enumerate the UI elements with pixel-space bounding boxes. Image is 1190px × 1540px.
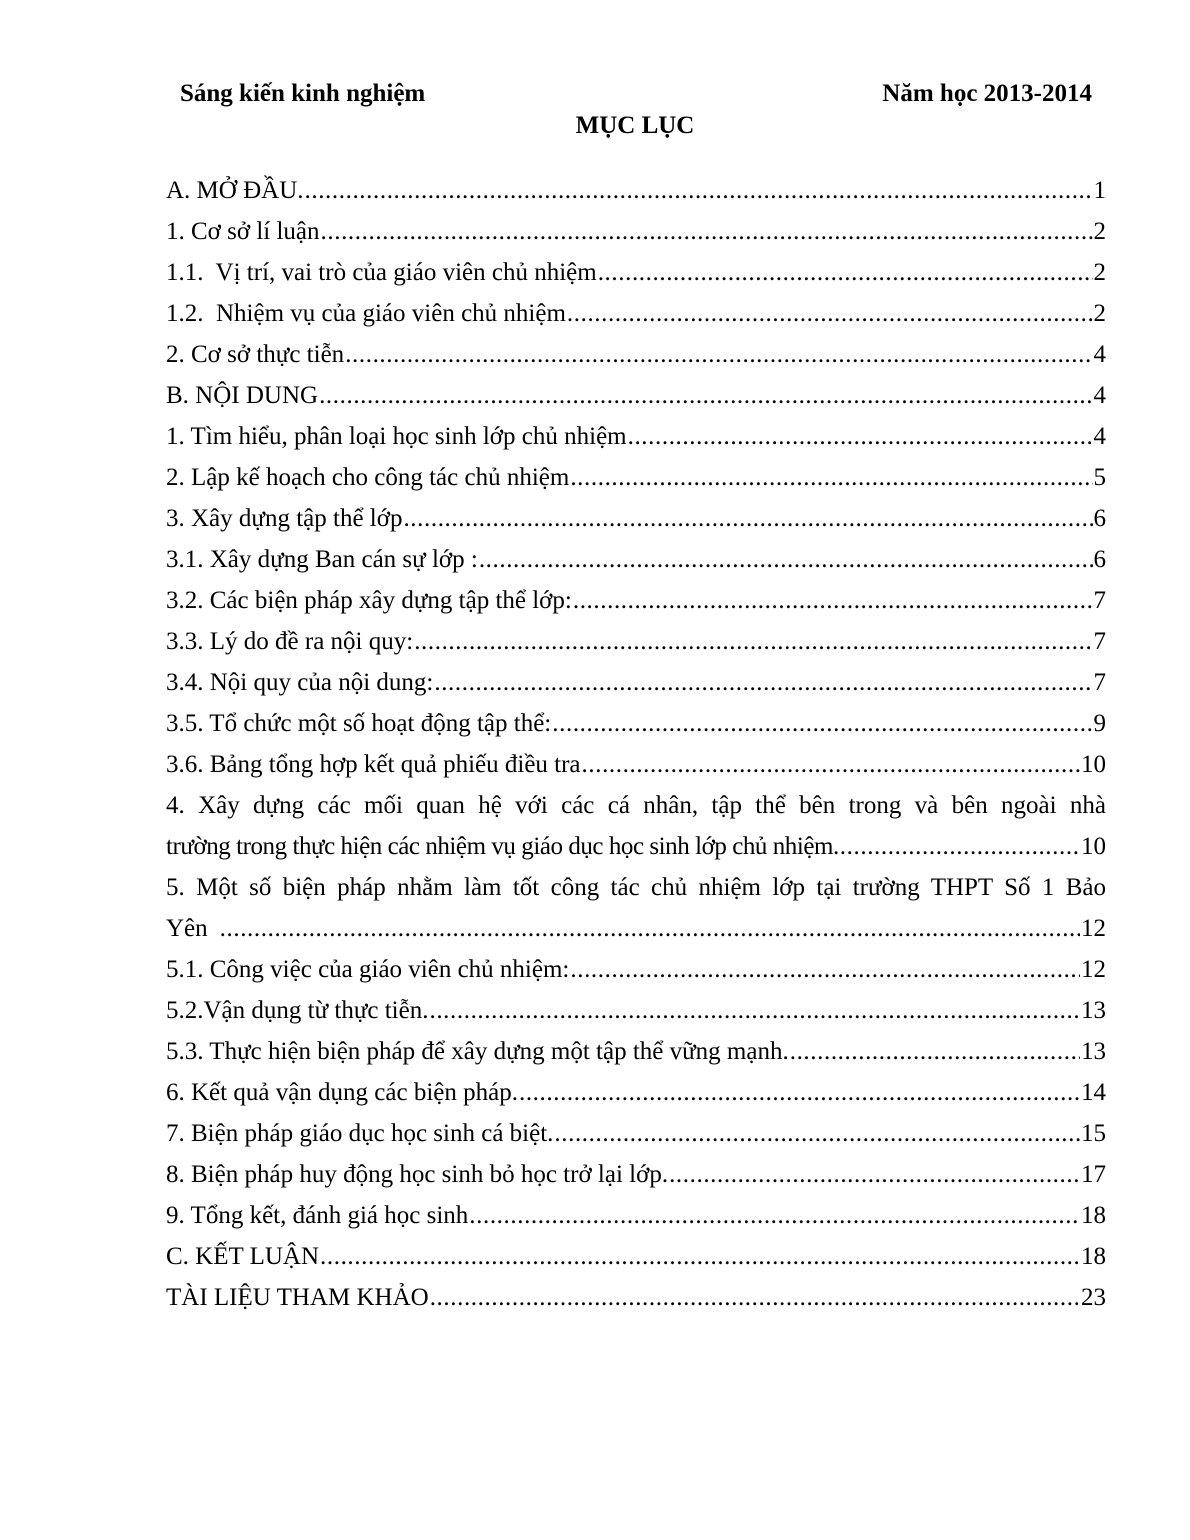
toc-entry-page: 18 (1081, 1202, 1106, 1229)
toc-entry-page: 7 (1093, 628, 1106, 655)
toc-entry-label: B. NỘI DUNG (166, 382, 319, 409)
toc-entry[interactable] (166, 703, 1106, 744)
toc-entry-page: 12 (1081, 956, 1106, 983)
toc-entry-label: 1.1. Vị trí, vai trò của giáo viên chủ nhiệm (166, 259, 597, 286)
toc-entry-label: C. KẾT LUẬN (166, 1243, 320, 1270)
toc-leader-dots (582, 744, 1080, 785)
toc-entry-label: TÀI LIỆU THAM KHẢO (166, 1284, 429, 1311)
toc-entry[interactable] (166, 252, 1106, 293)
toc-leader-dots (345, 334, 1092, 375)
toc-leader-dots (554, 1113, 1080, 1154)
toc-entry-page: 10 (1081, 751, 1106, 778)
toc-entry-page: 18 (1081, 1243, 1106, 1270)
toc-leader-dots (567, 293, 1093, 334)
toc-entry-label: 3.2. Các biện pháp xây dựng tập thể lớp: (166, 587, 572, 614)
toc-entry[interactable] (166, 621, 1106, 662)
toc-entry-page: 2 (1093, 218, 1106, 245)
toc-entry-page: 23 (1081, 1284, 1106, 1311)
toc-entry-label: 6. Kết quả vận dụng các biện pháp. (166, 1079, 518, 1106)
toc-leader-dots (403, 498, 1092, 539)
toc-leader-dots (479, 539, 1093, 580)
toc-entry-label: 1. Tìm hiểu, phân loại học sinh lớp chủ nhiệm (166, 423, 627, 450)
toc-entry-multiline[interactable] (166, 785, 1106, 867)
toc-entry-line2 (166, 826, 1106, 867)
toc-entry[interactable] (166, 498, 1106, 539)
toc-entry-label: 8. Biện pháp huy động học sinh bỏ học trở lại lớp. (166, 1161, 669, 1188)
toc-entry[interactable] (166, 1072, 1106, 1113)
toc-entry-page: 5 (1093, 464, 1106, 491)
toc-leader-dots (573, 580, 1093, 621)
toc-entry-label: 3. Xây dựng tập thể lớp (166, 505, 403, 532)
toc-entry[interactable] (166, 1154, 1106, 1195)
toc-leader-dots (552, 703, 1092, 744)
toc-entry-page: 9 (1093, 710, 1106, 737)
toc-entry[interactable] (166, 1236, 1106, 1277)
toc-leader-dots (628, 416, 1093, 457)
toc-entry-page: 6 (1093, 505, 1106, 532)
toc-entry[interactable] (166, 293, 1106, 334)
toc-entry-page: 12 (1081, 915, 1106, 942)
toc-entry-label: 5.1. Công việc của giáo viên chủ nhiệm: (166, 956, 570, 983)
toc-entry-page: 1 (1093, 177, 1106, 204)
toc-entry-page: 4 (1093, 382, 1106, 409)
toc-entry-page: 15 (1081, 1120, 1106, 1147)
toc-entry-label: A. MỞ ĐẦU. (166, 177, 304, 204)
toc-entry-page: 10 (1081, 833, 1106, 860)
toc-entry-page: 2 (1093, 259, 1106, 286)
toc-entry[interactable] (166, 170, 1106, 211)
page-header (180, 80, 1092, 112)
toc-leader-dots (519, 1072, 1080, 1113)
table-of-contents (166, 170, 1106, 1318)
toc-entry-label: 1.2. Nhiệm vụ của giáo viên chủ nhiệm (166, 300, 566, 327)
toc-entry-page: 13 (1081, 997, 1106, 1024)
toc-entry[interactable] (166, 744, 1106, 785)
toc-entry-label: 5.3. Thực hiện biện pháp để xây dựng một tập thể vững mạnh. (166, 1038, 789, 1065)
toc-entry-page: 7 (1093, 587, 1106, 614)
toc-entry[interactable] (166, 416, 1106, 457)
toc-entry-label: 2. Cơ sở thực tiễn (166, 341, 345, 368)
toc-entry-page: 4 (1093, 341, 1106, 368)
toc-entry-label: 1. Cơ sở lí luận (166, 218, 320, 245)
page-title: MỤC LỤC (575, 112, 695, 139)
toc-entry[interactable] (166, 457, 1106, 498)
toc-entry-line2 (166, 908, 1106, 949)
toc-entry-label: 2. Lập kế hoạch cho công tác chủ nhiệm (166, 464, 570, 491)
header-document-type: Sáng kiến kinh nghiệm (180, 80, 426, 107)
toc-entry-multiline[interactable] (166, 867, 1106, 949)
toc-entry-label: 5.2.Vận dụng từ thực tiễn. (166, 997, 429, 1024)
toc-entry-label-line2: trường trong thực hiện các nhiệm vụ giáo dục học sinh lớp chủ nhiệm. (166, 833, 839, 860)
toc-leader-dots (220, 908, 1080, 949)
toc-entry[interactable] (166, 662, 1106, 703)
toc-entry-label: 9. Tổng kết, đánh giá học sinh (166, 1202, 469, 1229)
toc-entry-page: 13 (1081, 1038, 1106, 1065)
toc-entry-label: 7. Biện pháp giáo dục học sinh cá biệt. (166, 1120, 554, 1147)
toc-leader-dots (598, 252, 1093, 293)
toc-leader-dots (430, 1277, 1080, 1318)
toc-leader-dots (790, 1031, 1080, 1072)
toc-leader-dots (321, 211, 1093, 252)
toc-leader-dots (570, 949, 1080, 990)
toc-leader-dots (840, 826, 1080, 867)
toc-leader-dots (669, 1154, 1080, 1195)
toc-leader-dots (469, 1195, 1080, 1236)
toc-entry-label: 3.3. Lý do đề ra nội quy: (166, 628, 414, 655)
toc-entry-label: 3.6. Bảng tổng hợp kết quả phiếu điều tra (166, 751, 581, 778)
toc-entry-page: 6 (1093, 546, 1106, 573)
toc-leader-dots (570, 457, 1092, 498)
toc-leader-dots (434, 662, 1092, 703)
toc-entry-page: 14 (1081, 1079, 1106, 1106)
toc-entry[interactable] (166, 1031, 1106, 1072)
toc-entry-page: 17 (1081, 1161, 1106, 1188)
toc-entry[interactable] (166, 1113, 1106, 1154)
toc-entry[interactable] (166, 334, 1106, 375)
toc-entry-label: 3.1. Xây dựng Ban cán sự lớp : (166, 546, 478, 573)
toc-entry[interactable] (166, 949, 1106, 990)
toc-entry-page: 7 (1093, 669, 1106, 696)
header-school-year: Năm học 2013-2014 (882, 80, 1092, 107)
toc-entry-label-line2: Yên (166, 915, 208, 942)
toc-leader-dots (320, 1236, 1080, 1277)
toc-entry[interactable] (166, 990, 1106, 1031)
toc-entry[interactable] (166, 1195, 1106, 1236)
toc-leader-dots (414, 621, 1092, 662)
toc-entry[interactable] (166, 1277, 1106, 1318)
toc-entry-label: 3.5. Tổ chức một số hoạt động tập thể: (166, 710, 552, 737)
toc-entry-label: 3.4. Nội quy của nội dung: (166, 669, 434, 696)
toc-leader-dots (319, 375, 1092, 416)
toc-entry-label-line1: 5. Một số biện pháp nhằm làm tốt công tác chủ nhiệm lớp tại trường THPT Số 1 Bảo (166, 874, 1106, 901)
toc-leader-dots (305, 170, 1093, 211)
toc-entry[interactable] (166, 211, 1106, 252)
toc-entry-page: 4 (1093, 423, 1106, 450)
toc-entry-page: 2 (1093, 300, 1106, 327)
toc-entry[interactable] (166, 539, 1106, 580)
toc-entry[interactable] (166, 375, 1106, 416)
toc-entry[interactable] (166, 580, 1106, 621)
toc-entry-label-line1: 4. Xây dựng các mối quan hệ với các cá nhân, tập thể bên trong và bên ngoài nhà (166, 792, 1106, 819)
toc-leader-dots (429, 990, 1080, 1031)
